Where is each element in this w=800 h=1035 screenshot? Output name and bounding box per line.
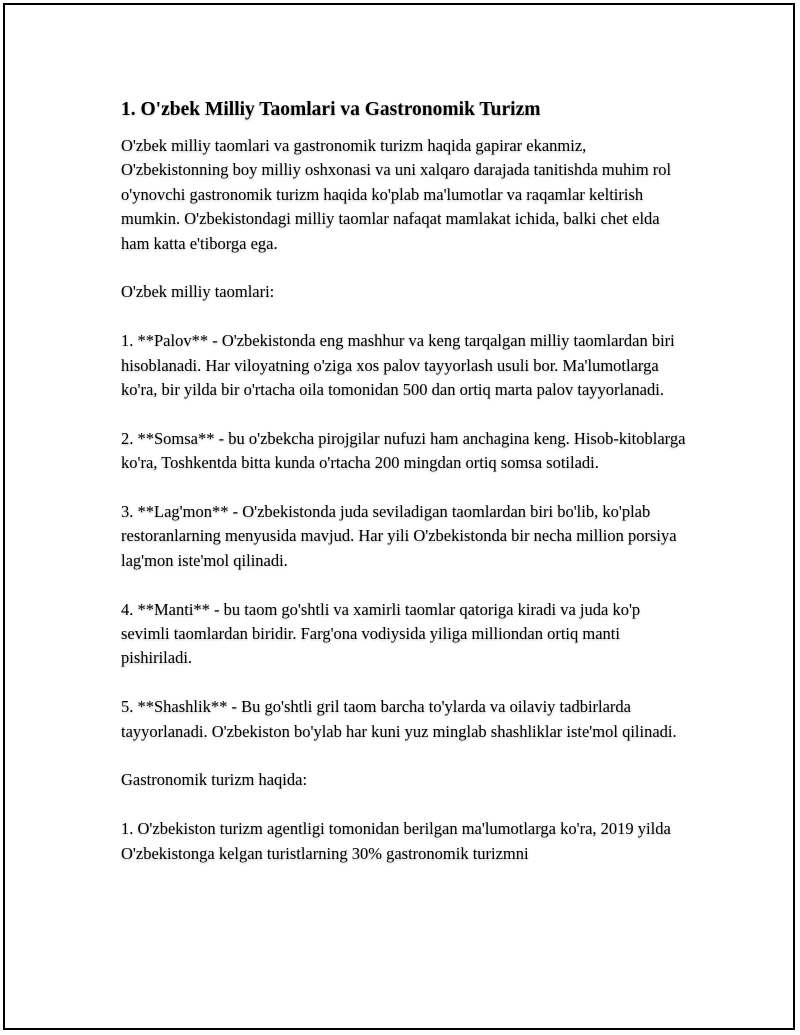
intro-paragraph: O'zbek milliy taomlari va gastronomik turizm haqida gapirar ekanmiz, O'zbekistonning boy milliy oshxonasi va uni xalqaro darajada tanitishda muhim rol o'ynovchi gastronomik turizm haqida ko'plab ma'lumotlar va raqamlar keltirish mumkin. O'zbekistondagi milliy taomlar nafaqat mamlakat ichida, balki chet elda ham katta e'tiborga ega.: [121, 136, 672, 253]
document-page: [3, 3, 795, 1030]
list-item-manti: 4. **Manti** - bu taom go'shtli va xamirli taomlar qatoriga kiradi va juda ko'p sevimli taomlardan biridir. Farg'ona vodiysida yiliga milliondan ortiq manti pishiriladi.: [121, 599, 641, 668]
document-body: [121, 97, 689, 890]
list-item-shashlik: 5. **Shashlik** - Bu go'shtli gril taom barcha to'ylarda va oilaviy tadbirlarda tayyorlanadi. O'zbekiston bo'ylab har kuni yuz minglab shashliklar iste'mol qilinadi.: [121, 697, 677, 741]
section-heading-dishes: O'zbek milliy taomlari:: [121, 282, 275, 302]
document-title: 1. O'zbek Milliy Taomlari va Gastronomik Turizm: [121, 99, 541, 120]
list-item-palov: 1. **Palov** - O'zbekistonda eng mashhur va keng tarqalgan milliy taomlardan biri hisoblanadi. Har viloyatning o'ziga xos palov tayyorlash usuli bor. Ma'lumotlarga ko'ra, bir yilda bir o'rtacha oila tomonidan 500 dan ortiq marta palov tayyorlanadi.: [121, 331, 675, 400]
list-item-lagmon: 3. **Lag'mon** - O'zbekistonda juda seviladigan taomlardan biri bo'lib, ko'plab restoranlarning menyusida mavjud. Har yili O'zbekistonda bir necha million porsiya lag'mon iste'mol qilinadi.: [121, 502, 677, 570]
list-item-somsa: 2. **Somsa** - bu o'zbekcha pirojgilar nufuzi ham anchagina keng. Hisob-kitoblarga ko'ra, Toshkentda bitta kunda o'rtacha 200 mingdan ortiq somsa sotiladi.: [121, 428, 686, 473]
list-item-tourism-1: 1. O'zbekiston turizm agentligi tomonidan berilgan ma'lumotlarga ko'ra, 2019 yilda O'zbekistonga kelgan turistlarning 30% gastronomik turizmni: [121, 819, 671, 863]
section-heading-tourism: Gastronomik turizm haqida:: [121, 770, 308, 790]
